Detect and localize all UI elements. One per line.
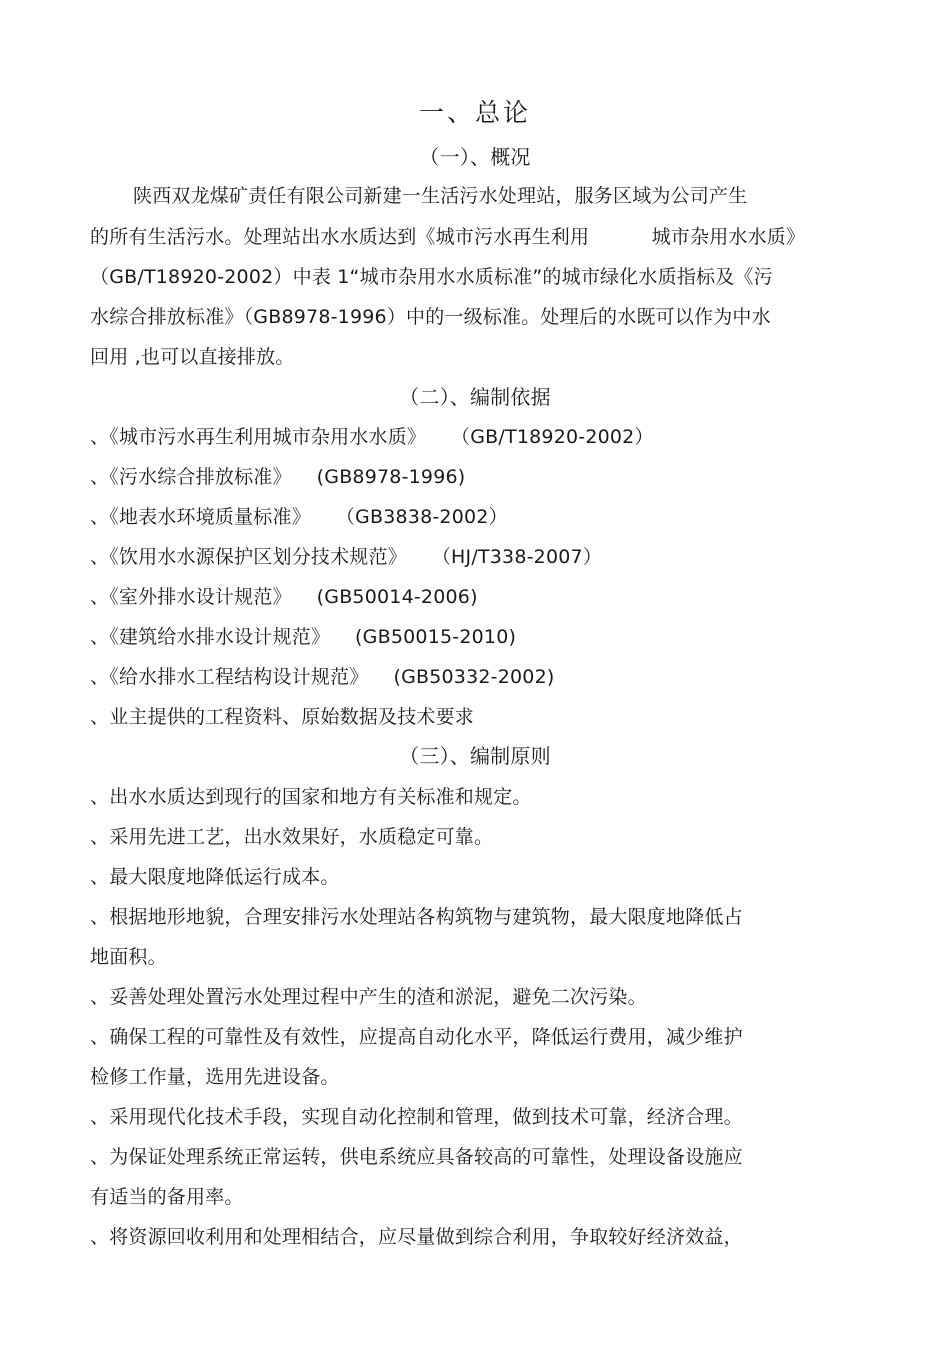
list-item: 、出水水质达到现行的国家和地方有关标准和规定。 <box>90 786 532 808</box>
list-item: 、《给水排水工程结构设计规范》 (GB50332-2002) <box>90 666 555 688</box>
paragraph-line: （GB/T18920-2002）中表 1“城市杂用水水质标准”的城市绿化水质指标及《污 <box>90 266 773 288</box>
paragraph-line: 水综合排放标准》（GB8978-1996）中的一级标准。处理后的水既可以作为中水 <box>90 306 771 328</box>
paragraph-line: 的所有生活污水。处理站出水水质达到《城市污水再生利用 城市杂用水水质》 <box>90 226 806 248</box>
paragraph-line: 回用 ,也可以直接排放。 <box>90 346 295 368</box>
list-item: 、确保工程的可靠性及有效性，应提高自动化水平，降低运行费用，减少维护 <box>90 1026 743 1048</box>
section-heading-overview: （一）、概况 <box>419 145 531 169</box>
page-title: 一、总论 <box>418 98 531 127</box>
section-heading-basis: （二）、编制依据 <box>399 385 551 409</box>
list-item: 、根据地形地貌，合理安排污水处理站各构筑物与建筑物，最大限度地降低占 <box>90 906 743 928</box>
list-item: 、妥善处理处置污水处理过程中产生的渣和淤泥，避免二次污染。 <box>90 986 647 1008</box>
list-item: 、业主提供的工程资料、原始数据及技术要求 <box>90 706 475 728</box>
list-item: 、《建筑给水排水设计规范》 (GB50015-2010) <box>90 626 517 648</box>
list-item-continuation: 检修工作量，选用先进设备。 <box>90 1066 340 1088</box>
list-item: 、将资源回收利用和处理相结合，应尽量做到综合利用，争取较好经济效益， <box>90 1226 743 1248</box>
list-item: 、采用现代化技术手段，实现自动化控制和管理，做到技术可靠，经济合理。 <box>90 1106 743 1128</box>
list-item: 、《饮用水水源保护区划分技术规范》 （HJ/T338-2007） <box>90 546 603 568</box>
list-item: 、《地表水环境质量标准》 （GB3838-2002） <box>90 506 508 528</box>
list-item-continuation: 有适当的备用率。 <box>90 1186 244 1208</box>
list-item: 、《污水综合排放标准》 (GB8978-1996) <box>90 466 466 488</box>
paragraph-line: 陕西双龙煤矿责任有限公司新建一生活污水处理站，服务区域为公司产生 <box>133 185 748 207</box>
list-item: 、采用先进工艺，出水效果好，水质稳定可靠。 <box>90 826 494 848</box>
list-item: 、《室外排水设计规范》 (GB50014-2006) <box>90 586 478 608</box>
list-item-continuation: 地面积。 <box>90 946 167 968</box>
list-item: 、《城市污水再生利用城市杂用水水质》 （GB/T18920-2002） <box>90 426 654 448</box>
list-item: 、为保证处理系统正常运转，供电系统应具备较高的可靠性，处理设备设施应 <box>90 1146 743 1168</box>
section-heading-principles: （三）、编制原则 <box>399 744 551 768</box>
list-item: 、最大限度地降低运行成本。 <box>90 866 340 888</box>
